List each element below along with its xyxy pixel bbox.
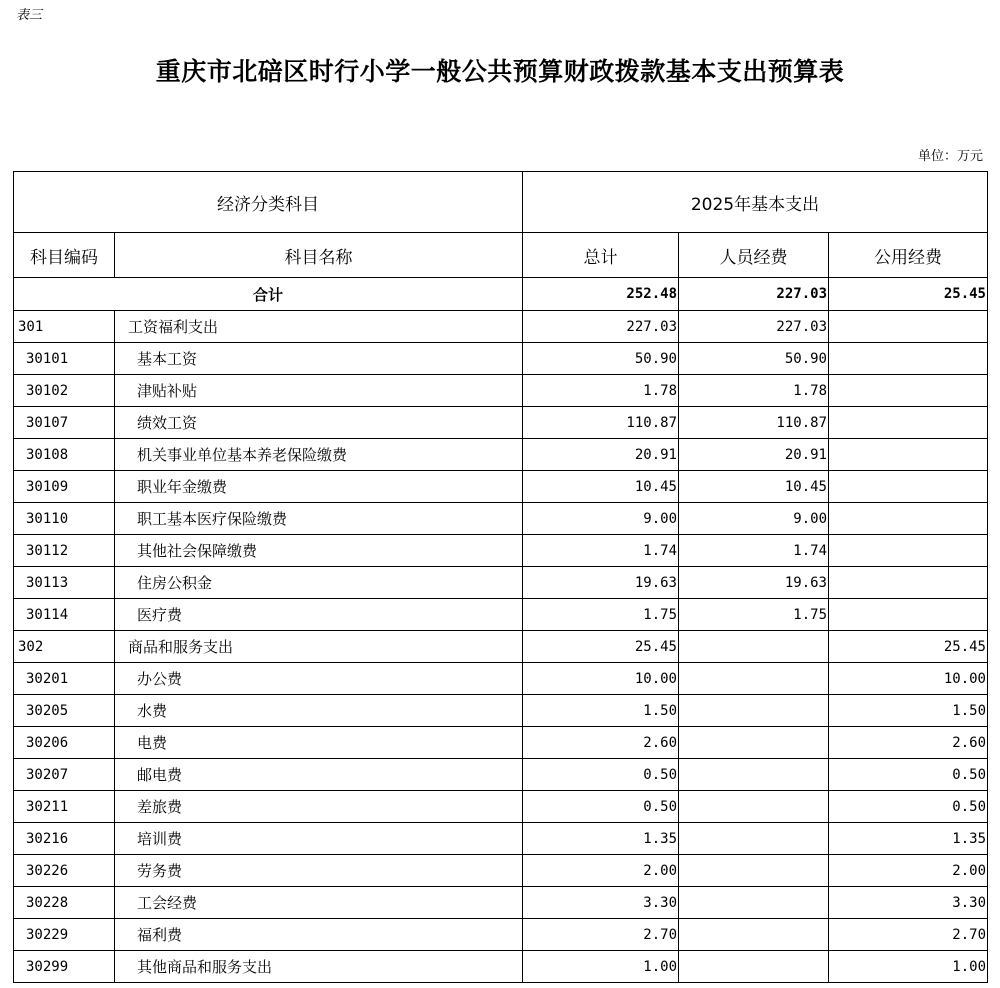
row-name: 工会经费 (115, 887, 523, 919)
row-code: 30229 (14, 919, 115, 951)
table-row (14, 599, 988, 631)
row-code: 30207 (14, 759, 115, 791)
table-tag: 表三 (16, 8, 43, 23)
table-row (14, 407, 988, 439)
row-name: 福利费 (115, 919, 523, 951)
table-row (14, 823, 988, 855)
row-code: 30110 (14, 503, 115, 535)
row-total: 1.74 (523, 535, 679, 567)
row-total: 25.45 (523, 631, 679, 663)
column-header-name: 科目名称 (115, 233, 523, 278)
row-personnel (679, 887, 829, 919)
table-row (14, 503, 988, 535)
table-row (14, 887, 988, 919)
total-sum: 252.48 (523, 278, 679, 311)
row-code: 302 (14, 631, 115, 663)
row-personnel: 227.03 (679, 311, 829, 343)
row-code: 30211 (14, 791, 115, 823)
row-total: 9.00 (523, 503, 679, 535)
row-name: 办公费 (115, 663, 523, 695)
row-code: 30201 (14, 663, 115, 695)
row-name: 工资福利支出 (115, 311, 523, 343)
column-header-total: 总计 (523, 233, 679, 278)
row-personnel (679, 663, 829, 695)
row-code: 301 (14, 311, 115, 343)
row-personnel (679, 919, 829, 951)
column-header-code: 科目编码 (14, 233, 115, 278)
table-row (14, 471, 988, 503)
row-total: 0.50 (523, 791, 679, 823)
row-name: 劳务费 (115, 855, 523, 887)
total-row (14, 278, 988, 311)
group-header-economic-class: 经济分类科目 (14, 172, 523, 233)
row-total: 50.90 (523, 343, 679, 375)
row-public (829, 599, 988, 631)
row-personnel: 50.90 (679, 343, 829, 375)
row-personnel: 110.87 (679, 407, 829, 439)
row-code: 30228 (14, 887, 115, 919)
group-header-row (14, 172, 988, 233)
column-header-row (14, 233, 988, 278)
row-personnel: 20.91 (679, 439, 829, 471)
row-personnel (679, 823, 829, 855)
row-personnel (679, 855, 829, 887)
row-name: 基本工资 (115, 343, 523, 375)
row-name: 医疗费 (115, 599, 523, 631)
row-public (829, 343, 988, 375)
row-code: 30108 (14, 439, 115, 471)
row-personnel: 1.75 (679, 599, 829, 631)
row-code: 30206 (14, 727, 115, 759)
table-row (14, 727, 988, 759)
row-name: 商品和服务支出 (115, 631, 523, 663)
row-public (829, 375, 988, 407)
row-name: 其他社会保障缴费 (115, 535, 523, 567)
row-personnel: 9.00 (679, 503, 829, 535)
row-name: 培训费 (115, 823, 523, 855)
row-public: 10.00 (829, 663, 988, 695)
row-name: 水费 (115, 695, 523, 727)
row-code: 30102 (14, 375, 115, 407)
row-name: 职业年金缴费 (115, 471, 523, 503)
row-total: 2.00 (523, 855, 679, 887)
table-row (14, 951, 988, 983)
row-code: 30299 (14, 951, 115, 983)
row-public (829, 567, 988, 599)
unit-label: 单位：万元 (917, 149, 983, 164)
row-total: 1.35 (523, 823, 679, 855)
table-row (14, 663, 988, 695)
row-public (829, 439, 988, 471)
row-personnel (679, 727, 829, 759)
budget-table (13, 171, 988, 983)
row-total: 110.87 (523, 407, 679, 439)
row-public: 1.35 (829, 823, 988, 855)
page-title: 重庆市北碚区时行小学一般公共预算财政拨款基本支出预算表 (155, 57, 845, 86)
row-total: 2.70 (523, 919, 679, 951)
row-personnel (679, 791, 829, 823)
table-row (14, 535, 988, 567)
table-row (14, 311, 988, 343)
row-code: 30107 (14, 407, 115, 439)
table-row (14, 695, 988, 727)
row-public: 25.45 (829, 631, 988, 663)
row-public (829, 311, 988, 343)
row-public: 0.50 (829, 759, 988, 791)
row-public (829, 471, 988, 503)
row-public: 2.70 (829, 919, 988, 951)
table-row (14, 439, 988, 471)
row-name: 差旅费 (115, 791, 523, 823)
row-code: 30101 (14, 343, 115, 375)
row-code: 30205 (14, 695, 115, 727)
row-total: 1.75 (523, 599, 679, 631)
row-public: 1.00 (829, 951, 988, 983)
table-row (14, 567, 988, 599)
row-personnel (679, 951, 829, 983)
table-row (14, 759, 988, 791)
row-name: 津贴补贴 (115, 375, 523, 407)
row-public (829, 503, 988, 535)
row-personnel (679, 631, 829, 663)
table-row (14, 375, 988, 407)
row-public: 3.30 (829, 887, 988, 919)
row-total: 3.30 (523, 887, 679, 919)
row-name: 机关事业单位基本养老保险缴费 (115, 439, 523, 471)
row-personnel: 19.63 (679, 567, 829, 599)
row-name: 邮电费 (115, 759, 523, 791)
row-personnel (679, 759, 829, 791)
row-total: 1.00 (523, 951, 679, 983)
table-row (14, 791, 988, 823)
total-personnel: 227.03 (679, 278, 829, 311)
row-name: 住房公积金 (115, 567, 523, 599)
row-code: 30226 (14, 855, 115, 887)
row-personnel: 1.78 (679, 375, 829, 407)
row-total: 10.45 (523, 471, 679, 503)
row-total: 2.60 (523, 727, 679, 759)
row-public: 1.50 (829, 695, 988, 727)
row-name: 职工基本医疗保险缴费 (115, 503, 523, 535)
table-row (14, 631, 988, 663)
row-total: 0.50 (523, 759, 679, 791)
total-label: 合计 (14, 278, 523, 311)
group-header-basic-expenditure: 2025年基本支出 (523, 172, 988, 233)
row-personnel (679, 695, 829, 727)
row-code: 30109 (14, 471, 115, 503)
column-header-public: 公用经费 (829, 233, 988, 278)
row-total: 1.78 (523, 375, 679, 407)
row-total: 227.03 (523, 311, 679, 343)
row-name: 电费 (115, 727, 523, 759)
total-public: 25.45 (829, 278, 988, 311)
row-code: 30112 (14, 535, 115, 567)
row-public: 2.00 (829, 855, 988, 887)
row-total: 20.91 (523, 439, 679, 471)
row-personnel: 10.45 (679, 471, 829, 503)
row-name: 其他商品和服务支出 (115, 951, 523, 983)
row-code: 30114 (14, 599, 115, 631)
row-personnel: 1.74 (679, 535, 829, 567)
row-total: 10.00 (523, 663, 679, 695)
row-total: 19.63 (523, 567, 679, 599)
row-code: 30113 (14, 567, 115, 599)
row-total: 1.50 (523, 695, 679, 727)
table-row (14, 919, 988, 951)
row-code: 30216 (14, 823, 115, 855)
row-public (829, 535, 988, 567)
column-header-personnel: 人员经费 (679, 233, 829, 278)
row-public: 2.60 (829, 727, 988, 759)
table-row (14, 855, 988, 887)
table-row (14, 343, 988, 375)
row-public (829, 407, 988, 439)
row-name: 绩效工资 (115, 407, 523, 439)
row-public: 0.50 (829, 791, 988, 823)
